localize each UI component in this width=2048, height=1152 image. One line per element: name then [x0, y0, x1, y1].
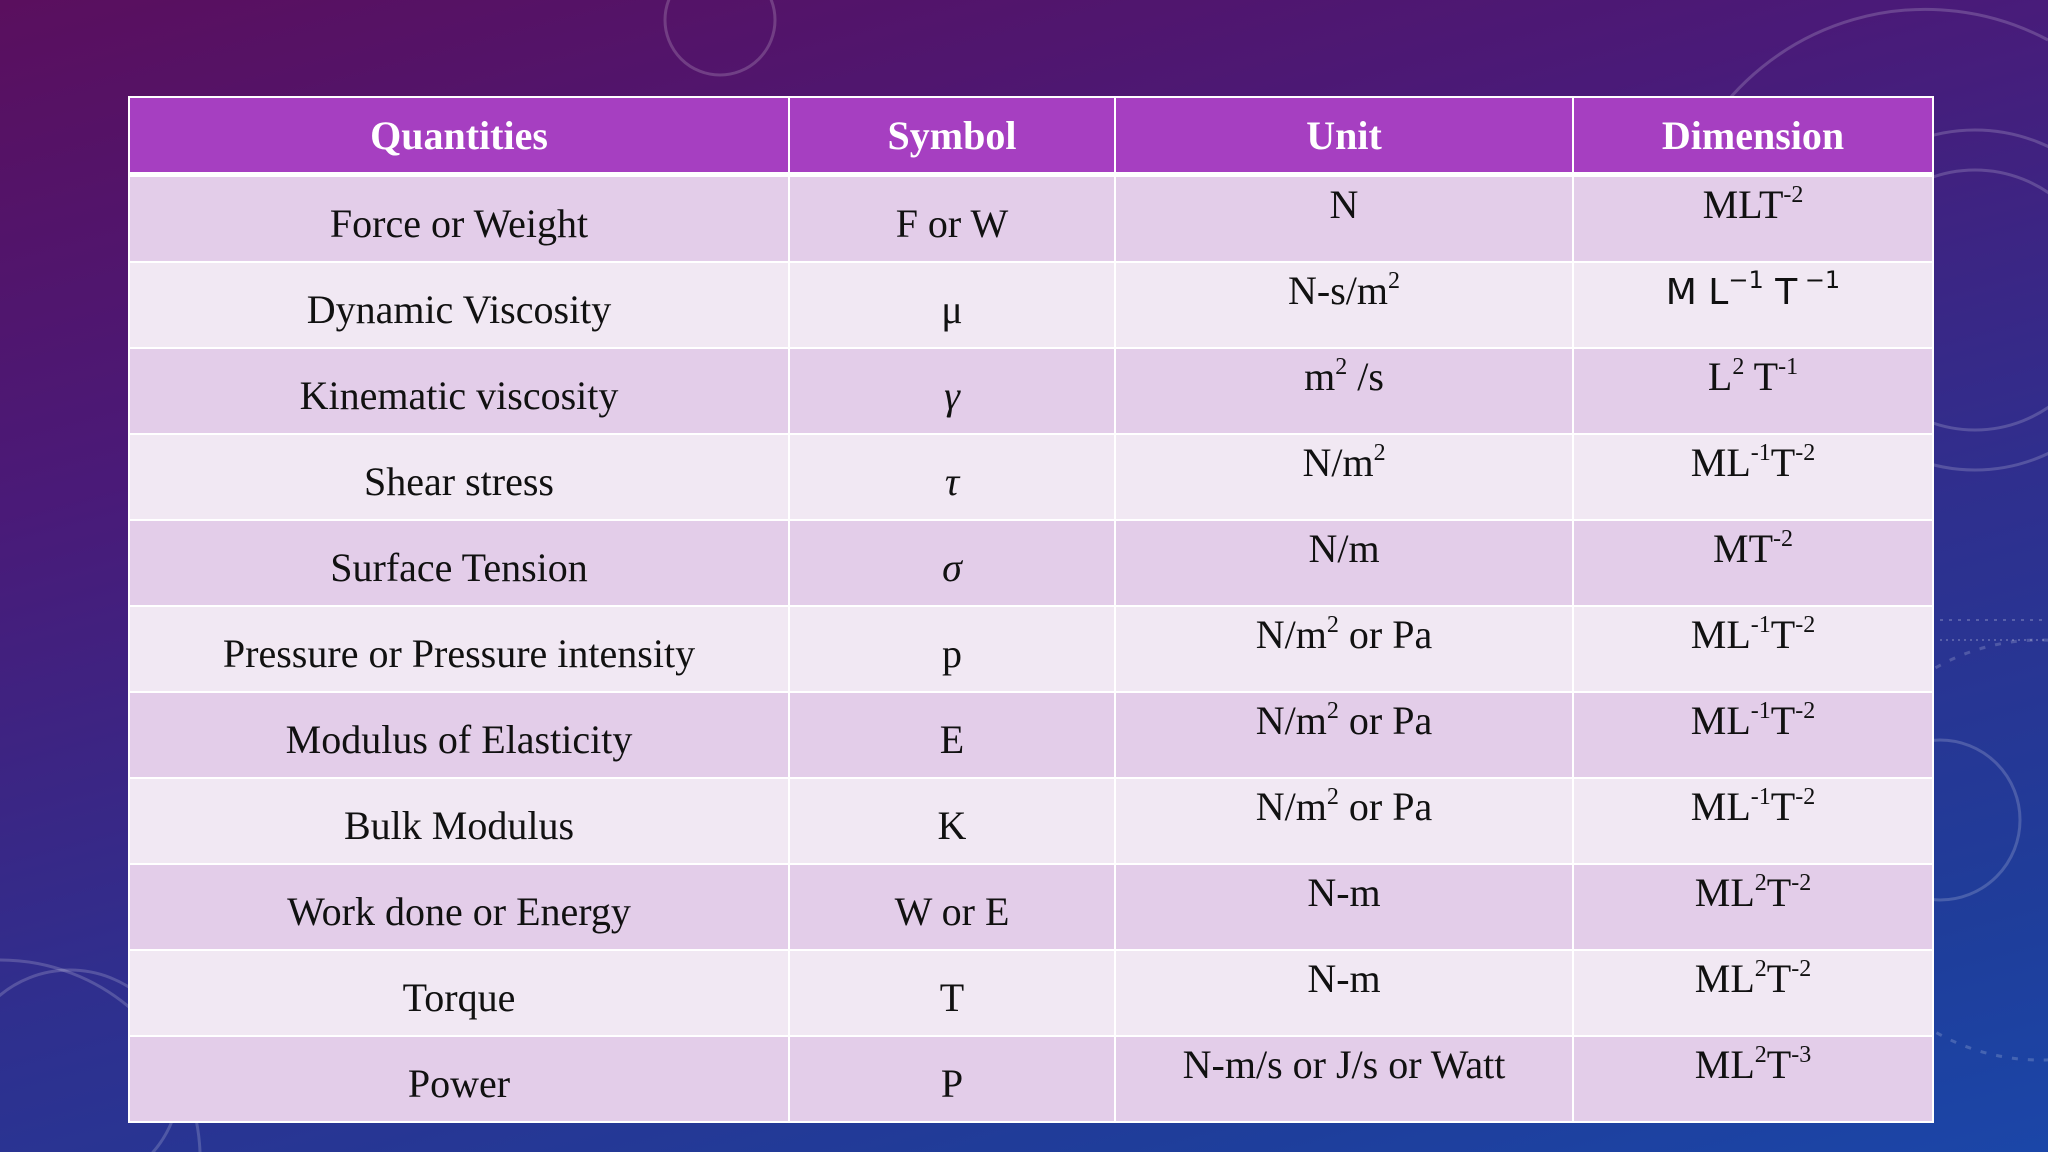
header-dimension: Dimension: [1573, 97, 1933, 175]
unit-cell: N: [1115, 175, 1573, 263]
table-row: [129, 520, 1933, 606]
table-row: [129, 262, 1933, 348]
table-header-row: [129, 97, 1933, 175]
symbol-cell: W or E: [789, 864, 1115, 950]
unit-cell: $N/m^2$ or Pa: [1115, 606, 1573, 692]
symbol-cell: p: [789, 606, 1115, 692]
dimension-cell: $MLT^{-2}$: [1573, 175, 1933, 263]
quantity-cell: Torque: [129, 950, 789, 1036]
unit-cell: $N-s/m^2$: [1115, 262, 1573, 348]
symbol-cell: τ: [789, 434, 1115, 520]
unit-cell: $m^2$ /s: [1115, 348, 1573, 434]
quantity-cell: Force or Weight: [129, 175, 789, 263]
quantity-cell: Dynamic Viscosity: [129, 262, 789, 348]
quantity-cell: Shear stress: [129, 434, 789, 520]
dimension-cell: $ML^{-1}T^{-2}$: [1573, 606, 1933, 692]
dimension-cell: $ML^2T^{-3}$: [1573, 1036, 1933, 1122]
unit-cell: N/m: [1115, 520, 1573, 606]
unit-cell: $N/m^2$ or Pa: [1115, 692, 1573, 778]
unit-cell: N-m: [1115, 864, 1573, 950]
symbol-cell: γ: [789, 348, 1115, 434]
header-unit: Unit: [1115, 97, 1573, 175]
symbol-cell: E: [789, 692, 1115, 778]
symbol-cell: K: [789, 778, 1115, 864]
quantities-table: [128, 96, 1934, 1123]
unit-cell: $N/m^2$ or Pa: [1115, 778, 1573, 864]
unit-cell: N-m: [1115, 950, 1573, 1036]
symbol-cell: F or W: [789, 175, 1115, 263]
quantity-cell: Power: [129, 1036, 789, 1122]
table-row: [129, 692, 1933, 778]
dimension-cell: $ML^{-1}T^{-2}$: [1573, 434, 1933, 520]
table-row: [129, 606, 1933, 692]
table-row: [129, 434, 1933, 520]
header-quantities: Quantities: [129, 97, 789, 175]
dimension-cell: $ML^{-1}T^{-2}$: [1573, 778, 1933, 864]
quantity-cell: Kinematic viscosity: [129, 348, 789, 434]
table-row: [129, 950, 1933, 1036]
quantity-cell: Work done or Energy: [129, 864, 789, 950]
dimension-cell: $ML^2T^{-2}$: [1573, 864, 1933, 950]
header-symbol: Symbol: [789, 97, 1115, 175]
symbol-cell: μ: [789, 262, 1115, 348]
symbol-cell: T: [789, 950, 1115, 1036]
symbol-cell: σ: [789, 520, 1115, 606]
quantity-cell: Surface Tension: [129, 520, 789, 606]
dimension-cell: M $L^{-1}$ T $^{-1}$: [1573, 262, 1933, 348]
dimension-cell: $L^2$ $T^{-1}$: [1573, 348, 1933, 434]
quantity-cell: Bulk Modulus: [129, 778, 789, 864]
quantity-cell: Modulus of Elasticity: [129, 692, 789, 778]
symbol-cell: P: [789, 1036, 1115, 1122]
table-row: [129, 175, 1933, 263]
quantity-cell: Pressure or Pressure intensity: [129, 606, 789, 692]
dimension-cell: $MT^{-2}$: [1573, 520, 1933, 606]
table-row: [129, 348, 1933, 434]
table-row: [129, 1036, 1933, 1122]
unit-cell: N-m/s or J/s or Watt: [1115, 1036, 1573, 1122]
unit-cell: $N/m^2$: [1115, 434, 1573, 520]
dimension-cell: $ML^{-1}T^{-2}$: [1573, 692, 1933, 778]
table-row: [129, 864, 1933, 950]
dimension-cell: $ML^2T^{-2}$: [1573, 950, 1933, 1036]
table-row: [129, 778, 1933, 864]
